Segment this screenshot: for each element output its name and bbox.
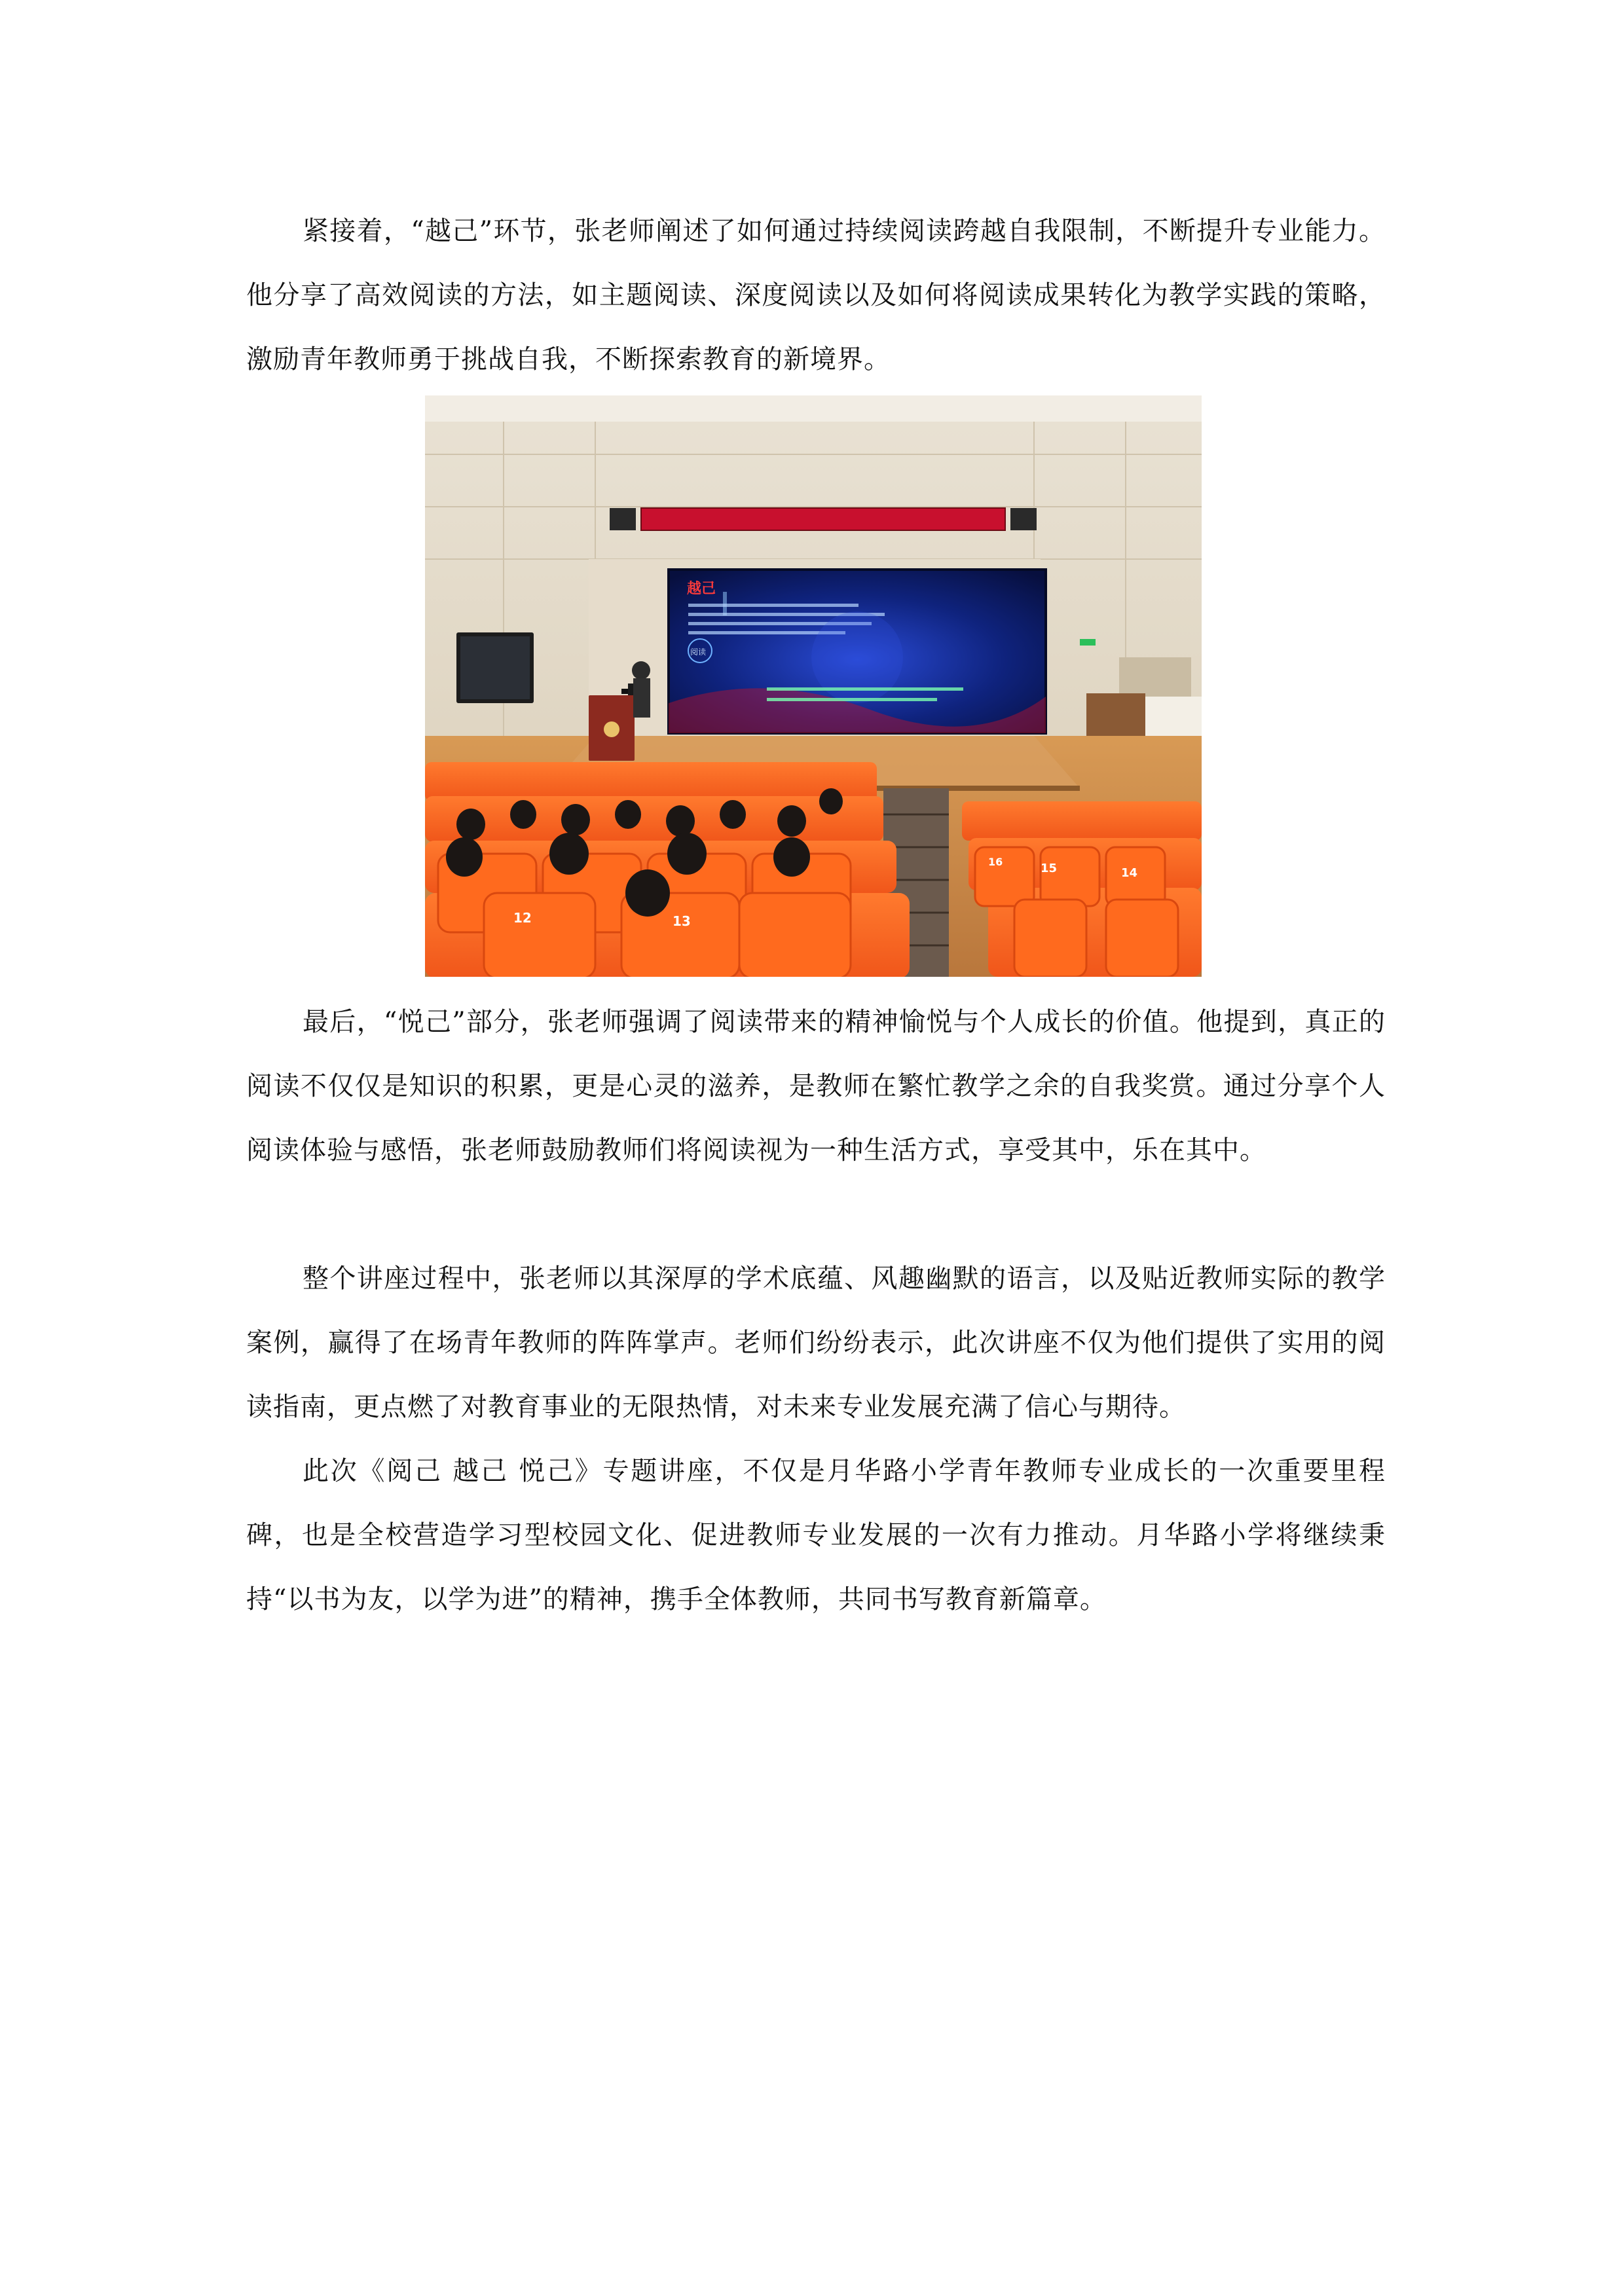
seat-number-15: 15 <box>1041 862 1058 875</box>
seat-number-14: 14 <box>1121 866 1138 880</box>
screen-title: 越己 <box>687 581 716 597</box>
paragraph-lecture-summary: 整个讲座过程中，张老师以其深厚的学术底蕴、风趣幽默的语言，以及贴近教师实际的教学案例，赢得了在场青年教师的阵阵掌声。老师们纷纷表示，此次讲座不仅为他们提供了实用的阅读指南，更点燃了对教育事业的无限热情，对未来专业发展充满了信心与期待。 <box>246 1264 1386 1422</box>
lecture-hall-photo <box>425 395 1202 977</box>
seat-number-16: 16 <box>988 856 1003 868</box>
seat-number-12: 12 <box>513 910 532 926</box>
paragraph-yueji-exceed: 紧接着，“越己”环节，张老师阐述了如何通过持续阅读跨越自我限制，不断提升专业能力。他分享了高效阅读的方法，如主题阅读、深度阅读以及如何将阅读成果转化为教学实践的策略，激励青年教师勇于挑战自我，不断探索教育的新境界。 <box>246 216 1386 374</box>
paragraph-yueji-joy: 最后，“悦己”部分，张老师强调了阅读带来的精神愉悦与个人成长的价值。他提到，真正的阅读不仅仅是知识的积累，更是心灵的滋养，是教师在繁忙教学之余的自我奖赏。通过分享个人阅读体验与感悟，张老师鼓励教师们将阅读视为一种生活方式，享受其中，乐在其中。 <box>246 1007 1386 1165</box>
seat-number-13: 13 <box>673 913 691 929</box>
banner-red <box>641 508 1005 530</box>
paragraph-conclusion: 此次《阅己 越己 悦己》专题讲座，不仅是月华路小学青年教师专业成长的一次重要里程碑，也是全校营造学习型校园文化、促进教师专业发展的一次有力推动。月华路小学将继续秉持“以书为友，以学为进”的精神，携手全体教师，共同书写教育新篇章。 <box>246 1456 1386 1614</box>
screen-tab: 阅读 <box>690 647 707 657</box>
